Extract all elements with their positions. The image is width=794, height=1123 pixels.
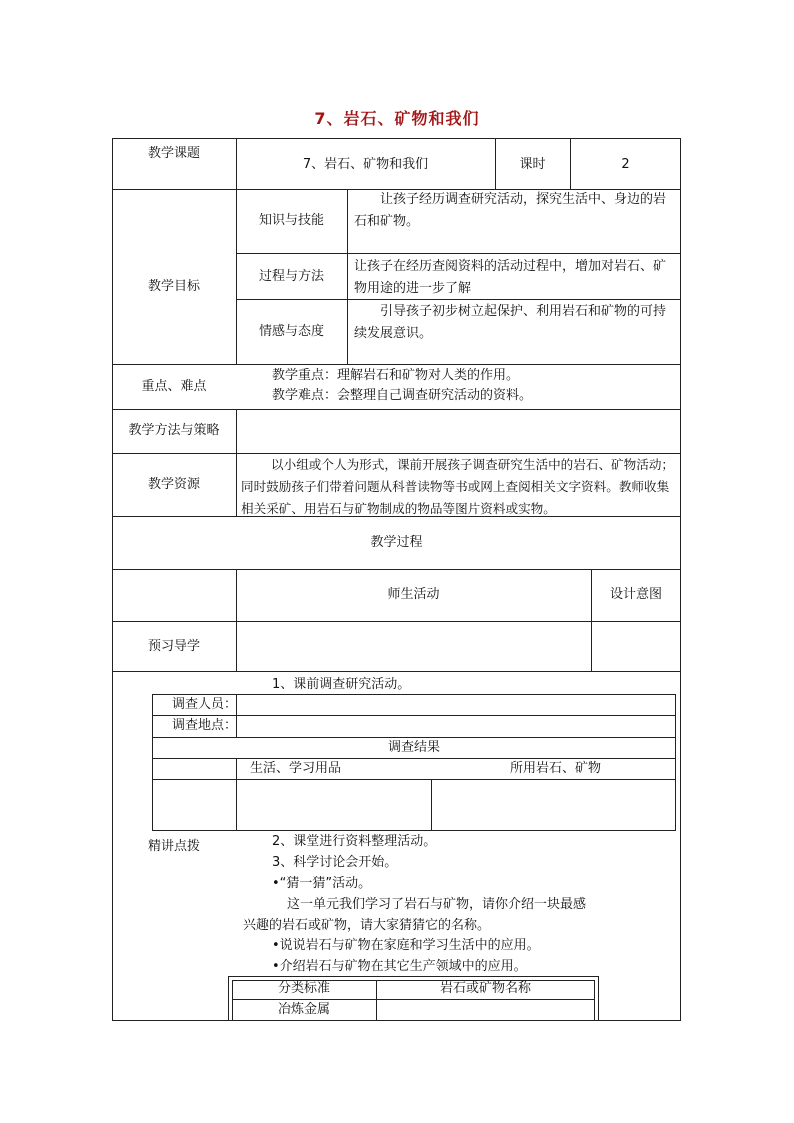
topic-value: 7、岩石、矿物和我们: [302, 157, 429, 172]
resources-text: 以小组或个人为形式，课前开展孩子调查研究生活中的岩石、矿物活动；同时鼓励孩子们带着问题从科普读物等书或网上查阅相关文字资料。教师收集相关采矿、用岩石与矿物制成的物品等图片资料或实物。: [241, 457, 674, 516]
step-1: 1、课前调查研究活动。: [272, 677, 411, 692]
home-application: •说说岩石与矿物在家庭和学习生活中的应用。: [272, 938, 540, 953]
other-application: •介绍岩石与矿物在其它生产领域中的应用。: [272, 959, 527, 974]
key-point-line: 教学重点：理解岩石和矿物对人类的作用。: [272, 368, 520, 383]
teaching-label: 精讲点拨: [147, 839, 200, 854]
survey-place-label: 调查地点：: [172, 718, 238, 733]
topic-label: 教学课题: [147, 146, 200, 161]
methods-label: 教学方法与策略: [128, 423, 220, 438]
survey-col-items: 生活、学习用品: [250, 761, 342, 776]
goal-knowledge-label: 知识与技能: [258, 213, 324, 228]
class-col-standard: 分类标准: [277, 981, 330, 996]
survey-person-label: 调查人员：: [172, 697, 238, 712]
goals-label: 教学目标: [147, 279, 200, 294]
goal-process-text: 让孩子在经历查阅资料的活动过程中，增加对岩石、矿物用途的进一步了解: [354, 259, 667, 296]
guess-activity: •“猜一猜”活动。: [272, 876, 372, 891]
goal-process-label: 过程与方法: [258, 269, 324, 284]
period-label: 课时: [519, 157, 546, 172]
key-points-label: 重点、难点: [141, 379, 207, 394]
preview-label: 预习导学: [147, 639, 200, 654]
step-2: 2、课堂进行资料整理活动。: [272, 834, 437, 849]
survey-result-label: 调查结果: [387, 740, 440, 755]
activity-header: 师生活动: [387, 587, 440, 602]
guess-text: 这一单元我们学习了岩石与矿物，请你介绍一块最感兴趣的岩石或矿物，请大家猜猜它的名称。: [243, 897, 587, 933]
difficult-point-line: 教学难点：会整理自己调查研究活动的资料。: [272, 388, 533, 403]
period-value: 2: [621, 157, 630, 172]
class-row-metal: 冶炼金属: [277, 1002, 330, 1017]
goal-emotion-label: 情感与态度: [258, 324, 324, 339]
page-title: 7、岩石、矿物和我们: [314, 109, 480, 128]
step-3: 3、科学讨论会开始。: [272, 855, 398, 870]
resources-label: 教学资源: [147, 477, 200, 492]
intent-header: 设计意图: [609, 587, 662, 602]
survey-col-minerals: 所用岩石、矿物: [510, 761, 602, 776]
process-heading: 教学过程: [370, 535, 423, 550]
class-col-name: 岩石或矿物名称: [439, 981, 531, 996]
goal-emotion-text: 引导孩子初步树立起保护、利用岩石和矿物的可持续发展意识。: [354, 304, 667, 341]
goal-knowledge-text: 让孩子经历调查研究活动，探究生活中、身边的岩石和矿物。: [354, 192, 667, 229]
